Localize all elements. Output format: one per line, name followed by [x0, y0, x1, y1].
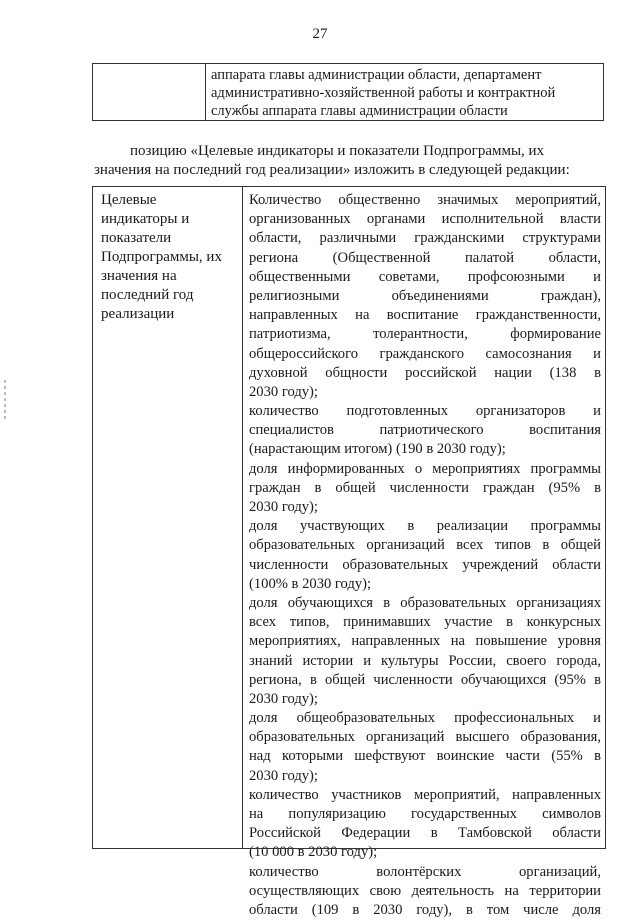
indicator-text-line: духовной общности российской нации (138 в — [249, 364, 601, 381]
indicator-text-line: осуществляющих свою деятельность на территории — [249, 882, 601, 899]
indicator-text-line: образовательных организаций всех типов в общей — [249, 537, 601, 554]
continued-table-left-cell — [93, 64, 206, 120]
header-cell-line: индикаторы и — [101, 211, 190, 227]
indicator-text-line: численности образовательных учреждений области — [249, 556, 601, 573]
amendment-paragraph-line: значения на последний год реализации» изложить в следующей редакции: — [94, 162, 570, 178]
indicator-text-line: Российской Федерации в Тамбовской области — [249, 825, 601, 842]
header-cell-line: последний год — [101, 287, 194, 303]
indicator-text-line: (100% в 2030 году); — [249, 575, 372, 592]
indicator-text-line: общероссийского гражданского самосознания и — [249, 345, 601, 362]
indicator-text-line: общественными советами, профсоюзными и — [249, 268, 601, 285]
indicator-text-line: 2030 году); — [249, 499, 318, 515]
indicator-text-line: доля обучающихся в образовательных организациях — [249, 594, 601, 611]
header-cell-line: Подпрограммы, их — [101, 249, 222, 265]
indicator-text-line: количество подготовленных организаторов и — [249, 403, 601, 420]
continued-table-right-cell — [211, 66, 599, 120]
indicator-text-line: направленных на воспитание гражданственности, — [249, 307, 601, 324]
indicator-text-line: 2030 году); — [249, 690, 318, 707]
indicator-text-line: всех типов, принимавших участие в конкурсных — [249, 614, 601, 631]
indicators-table-header-cell — [93, 187, 243, 848]
header-cell-line: реализации — [101, 306, 175, 322]
header-cell-line: показатели — [101, 230, 172, 246]
indicator-text-line: образовательных организаций высшего образования, — [249, 729, 601, 746]
indicators-table-content-cell — [249, 191, 601, 920]
indicator-text-line: области, различными гражданскими структурами — [249, 230, 601, 247]
indicator-text-line: доля информированных о мероприятиях программы — [249, 460, 601, 477]
indicator-text-line: доля участвующих в реализации программы — [249, 518, 601, 535]
header-cell-line: значения на — [101, 268, 177, 284]
continued-table-line: службы аппарата главы администрации области — [211, 103, 508, 119]
indicator-text-line: Количество общественно значимых мероприятий, — [249, 192, 601, 208]
indicator-text-line: над которыми шефствуют воинские части (55% в — [249, 748, 601, 765]
indicator-text-line: региона (Общественной палатой области, — [249, 249, 601, 266]
indicator-text-line: специалистов патриотического воспитания — [249, 422, 601, 439]
indicator-text-line: религиозными объединениями граждан), — [249, 287, 601, 304]
indicator-text-line: 2030 году); — [249, 383, 318, 400]
indicator-text-line: патриотизма, толерантности, формирование — [249, 326, 601, 343]
indicator-text-line: количество волонтёрских организаций, — [249, 863, 601, 880]
continued-table-line: аппарата главы администрации области, департамент — [211, 67, 542, 83]
indicator-text-line: знаний истории и культуры России, своего города, — [249, 652, 601, 669]
indicator-text-line: области (109 в 2030 году), в том числе доля — [249, 901, 601, 918]
indicator-text-line: (10 000 в 2030 году); — [249, 844, 378, 861]
indicator-text-line: граждан в общей численности граждан (95% в — [249, 479, 601, 496]
indicator-text-line: на популяризацию государственных символов — [249, 806, 601, 822]
page-bottom-border — [92, 848, 606, 849]
indicator-text-line: 2030 году); — [249, 767, 318, 784]
indicator-text-line: мероприятиях, направленных на повышение уровня — [249, 633, 601, 650]
page-number: 27 — [312, 26, 328, 42]
indicator-text-line: организованных органами исполнительной власти — [249, 211, 601, 228]
scan-artifact — [4, 380, 6, 420]
amendment-paragraph-line: позицию «Целевые индикаторы и показатели Подпрограммы, их — [130, 143, 545, 159]
indicator-text-line: региона, в общей численности обучающихся (95% в — [249, 671, 601, 688]
continued-table-line: административно-хозяйственной работы и контрактной — [211, 85, 556, 101]
header-cell-line: Целевые — [101, 192, 157, 208]
indicator-text-line: (нарастающим итогом) (190 в 2030 году); — [249, 441, 506, 458]
amendment-paragraph — [94, 142, 604, 180]
indicators-table — [92, 186, 606, 918]
indicator-text-line: доля общеобразовательных профессиональных и — [249, 710, 601, 727]
continued-table — [92, 63, 604, 121]
indicator-text-line: количество участников мероприятий, направленных — [249, 786, 601, 803]
